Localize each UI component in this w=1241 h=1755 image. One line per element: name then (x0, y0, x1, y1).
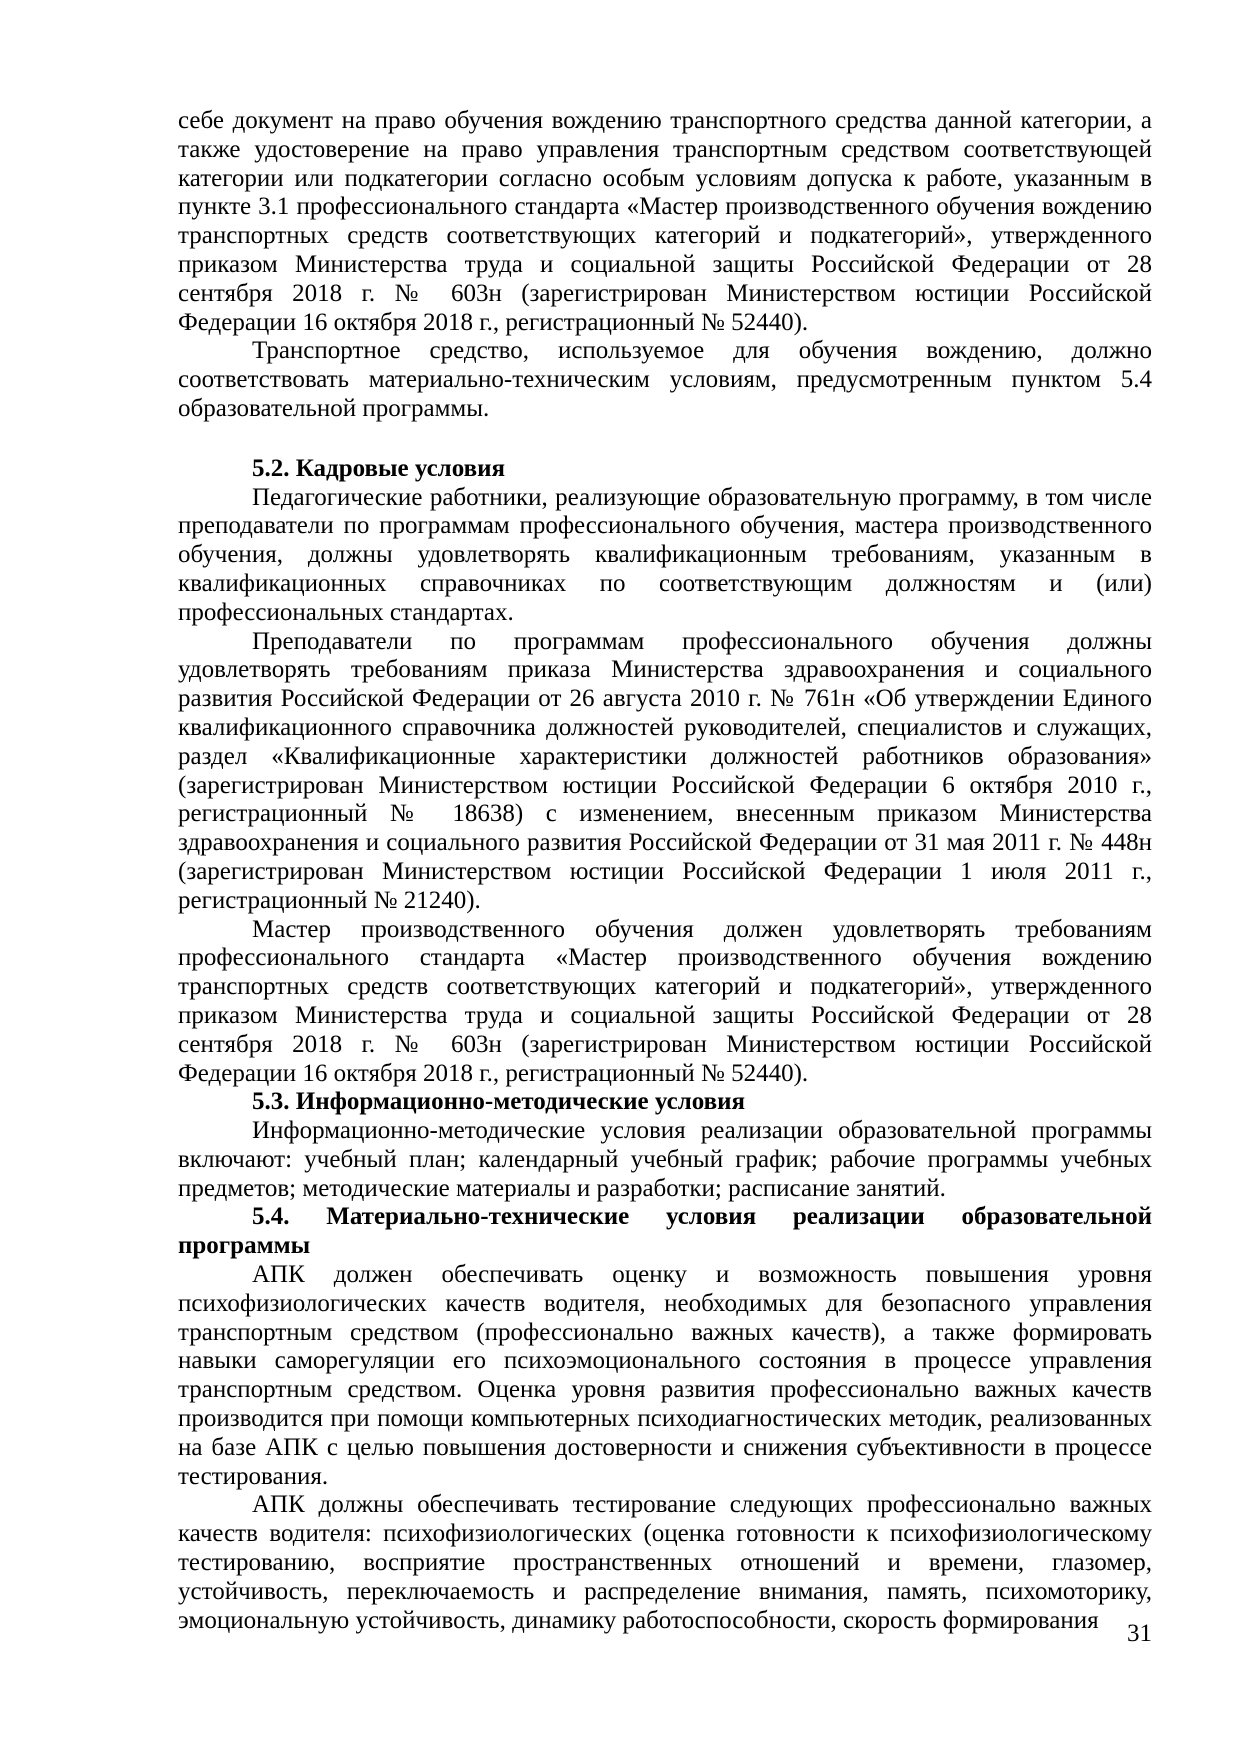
paragraph-pedagogical-staff: Педагогические работники, реализующие образовательную программу, в том числе преподаватели по программам профессионального обучения, мастера производственного обучения, должны удовлетворять квалификационным требованиям, указанным в квалификационных справочниках по соответствующим должностям и (или) профессиональных стандартах. (178, 483, 1152, 626)
heading-line: 5.4. Материально-технические условия реализации образовательной (252, 1203, 1152, 1231)
paragraph-teachers-requirements: Преподаватели по программам профессионального обучения должны удовлетворять требованиям приказа Министерства здравоохранения и социального развития Российской Федерации от 26 августа 2010 г. № 761н «Об утверждении Единого квалификационного справочника должностей руководителей, специалистов и служащих, раздел «Квалификационные характеристики должностей работников образования» (зарегистрирован Министерством юстиции Российской Федерации 6 октября 2010 г., регистрационный № 18638) с изменением, внесенным приказом Министерства здравоохранения и социального развития Российской Федерации от 31 мая 2011 г. № 448н (зарегистрирован Министерством юстиции Российской Федерации 1 июля 2011 г., регистрационный № 21240). (178, 627, 1152, 914)
section-heading-5-3: 5.3. Информационно-методические условия (252, 1088, 746, 1116)
page-text-content (178, 107, 1152, 1635)
paragraph-master-requirements: Мастер производственного обучения должен удовлетворять требованиям профессионального стандарта «Мастер производственного обучения вождению транспортных средств соответствующих категорий и подкатегорий», утвержденного приказом Министерства труда и социальной защиты Российской Федерации от 28 сентября 2018 г. № 603н (зарегистрирован Министерством юстиции Российской Федерации 16 октября 2018 г., регистрационный № 52440). (178, 915, 1152, 1087)
heading-line: программы (178, 1232, 311, 1260)
paragraph-continuation: себе документ на право обучения вождению транспортного средства данной категории, а также удостоверение на право управления транспортным средством соответствующей категории или подкатегории согласно особым условиям допуска к работе, указанным в пункте 3.1 профессионального стандарта «Мастер производственного обучения вождению транспортных средств соответствующих категорий и подкатегорий», утвержденного приказом Министерства труда и социальной защиты Российской Федерации от 28 сентября 2018 г. № 603н (зарегистрирован Министерством юстиции Российской Федерации 16 октября 2018 г., регистрационный № 52440). (178, 107, 1152, 336)
paragraph-vehicle-requirements: Транспортное средство, используемое для обучения вождению, должно соответствовать материально-техническим условиям, предусмотренным пунктом 5.4 образовательной программы. (178, 337, 1152, 422)
page-number: 31 (1127, 1620, 1152, 1647)
paragraph-apk-purpose: АПК должен обеспечивать оценку и возможность повышения уровня психофизиологических качеств водителя, необходимых для безопасного управления транспортным средством (профессионально важных качеств), а также формировать навыки саморегуляции его психоэмоционального состояния в процессе управления транспортным средством. Оценка уровня развития профессионально важных качеств производится при помощи компьютерных психодиагностических методик, реализованных на базе АПК с целью повышения достоверности и снижения субъективности в процессе тестирования. (178, 1261, 1152, 1490)
section-heading-5-2: 5.2. Кадровые условия (252, 454, 506, 482)
paragraph-informational-conditions: Информационно-методические условия реализации образовательной программы включают: учебный план; календарный учебный график; рабочие программы учебных предметов; методические материалы и разработки; расписание занятий. (178, 1117, 1152, 1202)
paragraph-apk-testing: АПК должны обеспечивать тестирование следующих профессионально важных качеств водителя: психофизиологических (оценка готовности к психофизиологическому тестированию, восприятие пространственных отношений и времени, глазомер, устойчивость, переключаемость и распределение внимания, память, психомоторику, эмоциональную устойчивость, динамику работоспособности, скорость формирования (178, 1491, 1152, 1634)
section-heading-5-4 (178, 1203, 1152, 1261)
